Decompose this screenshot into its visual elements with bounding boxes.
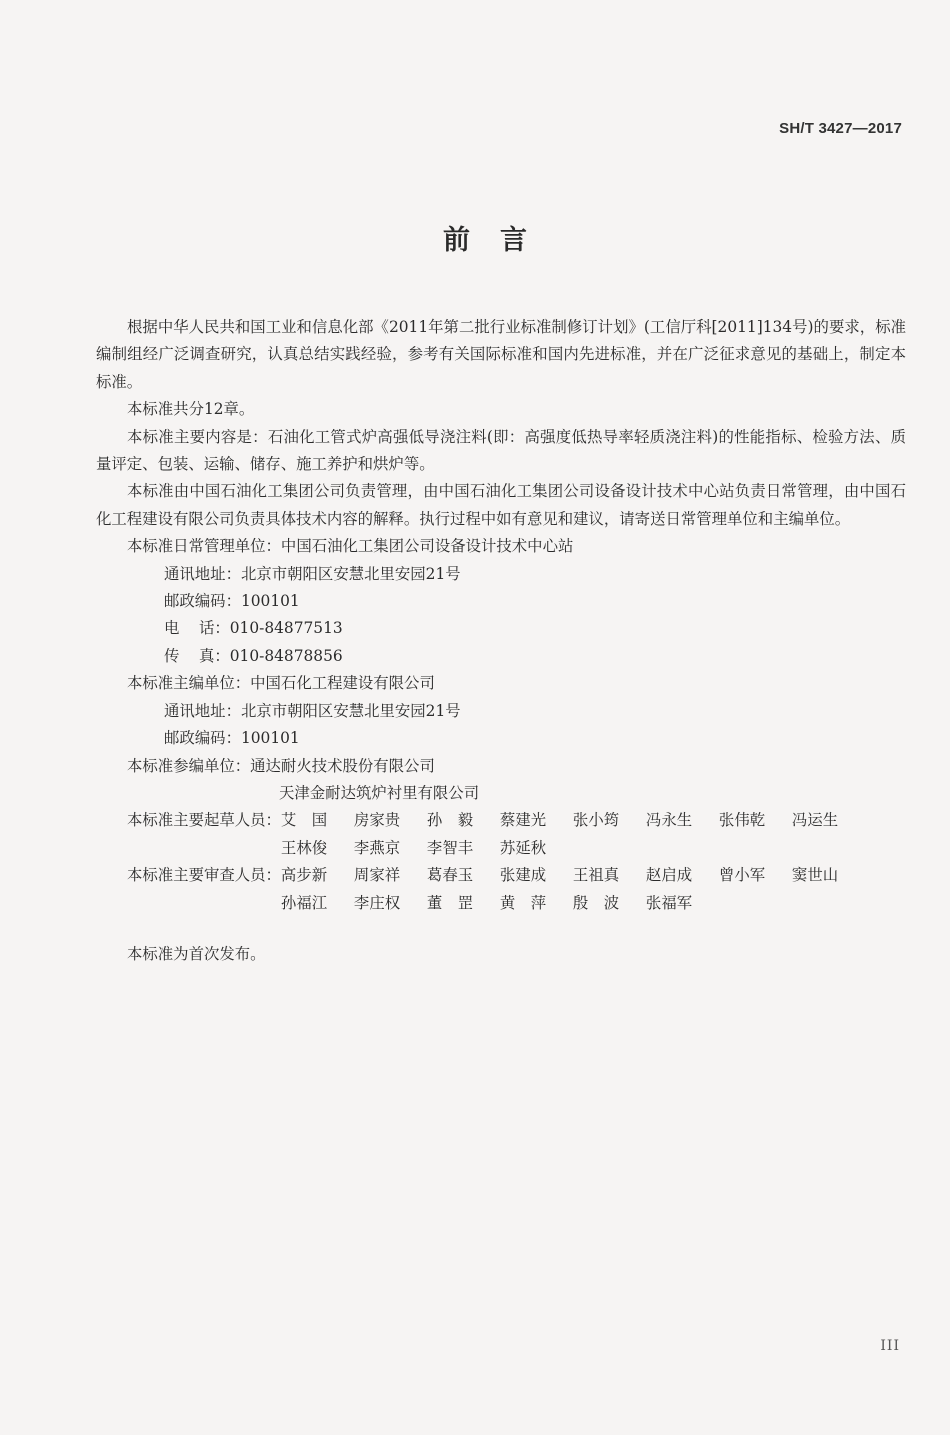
drafters-row	[96, 807, 906, 862]
address-label: 通讯地址：	[164, 701, 241, 720]
drafter-name: 房家贵	[353, 811, 401, 830]
reviewer-name: 葛春玉	[426, 866, 474, 885]
release-note-row	[96, 941, 906, 968]
fax-value: 010-84878856	[229, 646, 343, 665]
fax-label: 传 真：	[164, 646, 230, 665]
drafter-name: 张伟乾	[718, 811, 766, 830]
address-value: 北京市朝阳区安慧北里安园21号	[240, 564, 461, 583]
participating-unit-2: 天津金耐达筑炉衬里有限公司	[279, 783, 480, 802]
address-value: 北京市朝阳区安慧北里安园21号	[240, 701, 461, 720]
management-phone-row	[96, 615, 906, 642]
preface-body	[96, 314, 906, 968]
chief-postcode-row	[96, 725, 906, 752]
postcode-value: 100101	[240, 729, 300, 748]
reviewer-name: 赵启成	[645, 866, 693, 885]
reviewer-name: 窦世山	[791, 866, 839, 885]
address-label: 通讯地址：	[164, 564, 241, 583]
page-title: 前言	[443, 225, 557, 256]
management-unit-name: 中国石油化工集团公司设备设计技术中心站	[280, 537, 574, 556]
reviewer-name: 李庄权	[353, 893, 401, 912]
drafter-name: 苏延秋	[499, 838, 547, 857]
drafter-name: 冯运生	[791, 811, 839, 830]
drafters-label: 本标准主要起草人员：	[127, 811, 281, 830]
reviewer-name: 殷 波	[572, 893, 620, 912]
reviewer-name: 董 罡	[426, 893, 474, 912]
reviewer-name: 高步新	[280, 866, 328, 885]
drafter-name: 艾 国	[280, 811, 328, 830]
management-fax-row	[96, 643, 906, 670]
drafter-name: 蔡建光	[499, 811, 547, 830]
drafter-name: 张小筠	[572, 811, 620, 830]
reviewer-name: 孙福江	[280, 893, 328, 912]
reviewer-name: 周家祥	[353, 866, 401, 885]
chief-address-row	[96, 698, 906, 725]
chief-unit-label: 本标准主编单位：	[127, 674, 251, 693]
phone-label: 电 话：	[164, 619, 230, 638]
reviewers-label: 本标准主要审查人员：	[127, 866, 281, 885]
paragraph-content: 本标准主要内容是：石油化工管式炉高强低导浇注料(即：高强度低热导率轻质浇注料)的性能指标、检验方法、质量评定、包装、运输、储存、施工养护和烘炉等。	[96, 427, 906, 474]
management-postcode-row	[96, 588, 906, 615]
spacer	[96, 917, 906, 941]
standard-code: SH/T 3427—2017	[779, 120, 902, 137]
drafter-name: 李燕京	[353, 838, 401, 857]
participating-units-label: 本标准参编单位：	[127, 756, 251, 775]
drafter-name: 冯永生	[645, 811, 693, 830]
participating-units-row	[96, 753, 906, 780]
participating-units-row-2	[96, 780, 906, 807]
reviewer-name: 王祖真	[572, 866, 620, 885]
reviewers-list	[281, 862, 881, 917]
reviewers-row	[96, 862, 906, 917]
reviewer-name: 张福军	[645, 893, 693, 912]
postcode-value: 100101	[240, 592, 300, 611]
reviewer-name: 黄 萍	[499, 893, 547, 912]
paragraph-chapters: 本标准共分12章。	[127, 400, 255, 419]
management-unit-row	[96, 533, 906, 560]
reviewer-name: 张建成	[499, 866, 547, 885]
management-unit-label: 本标准日常管理单位：	[127, 537, 281, 556]
drafter-name: 孙 毅	[426, 811, 474, 830]
page-number: III	[880, 1338, 900, 1354]
participating-unit-1: 通达耐火技术股份有限公司	[250, 756, 435, 775]
drafter-name: 李智丰	[426, 838, 474, 857]
release-note: 本标准为首次发布。	[127, 944, 266, 963]
reviewer-name: 曾小军	[718, 866, 766, 885]
phone-value: 010-84877513	[229, 619, 343, 638]
chief-unit-name: 中国石化工程建设有限公司	[250, 674, 435, 693]
paragraph-management: 本标准由中国石油化工集团公司负责管理，由中国石油化工集团公司设备设计技术中心站负责日常管理，由中国石化工程建设有限公司负责具体技术内容的解释。执行过程中如有意见和建议，请寄送日常管理单位和主编单位。	[96, 482, 906, 528]
postcode-label: 邮政编码：	[164, 729, 241, 748]
chief-unit-row	[96, 670, 906, 697]
management-address-row	[96, 561, 906, 588]
drafters-list	[281, 807, 881, 862]
postcode-label: 邮政编码：	[164, 592, 241, 611]
drafter-name: 王林俊	[280, 838, 328, 857]
paragraph-basis: 根据中华人民共和国工业和信息化部《2011年第二批行业标准制修订计划》(工信厅科[2011]134号)的要求，标准编制组经广泛调查研究，认真总结实践经验，参考有关国际标准和国内先进标准，并在广泛征求意见的基础上，制定本标准。	[96, 318, 906, 391]
